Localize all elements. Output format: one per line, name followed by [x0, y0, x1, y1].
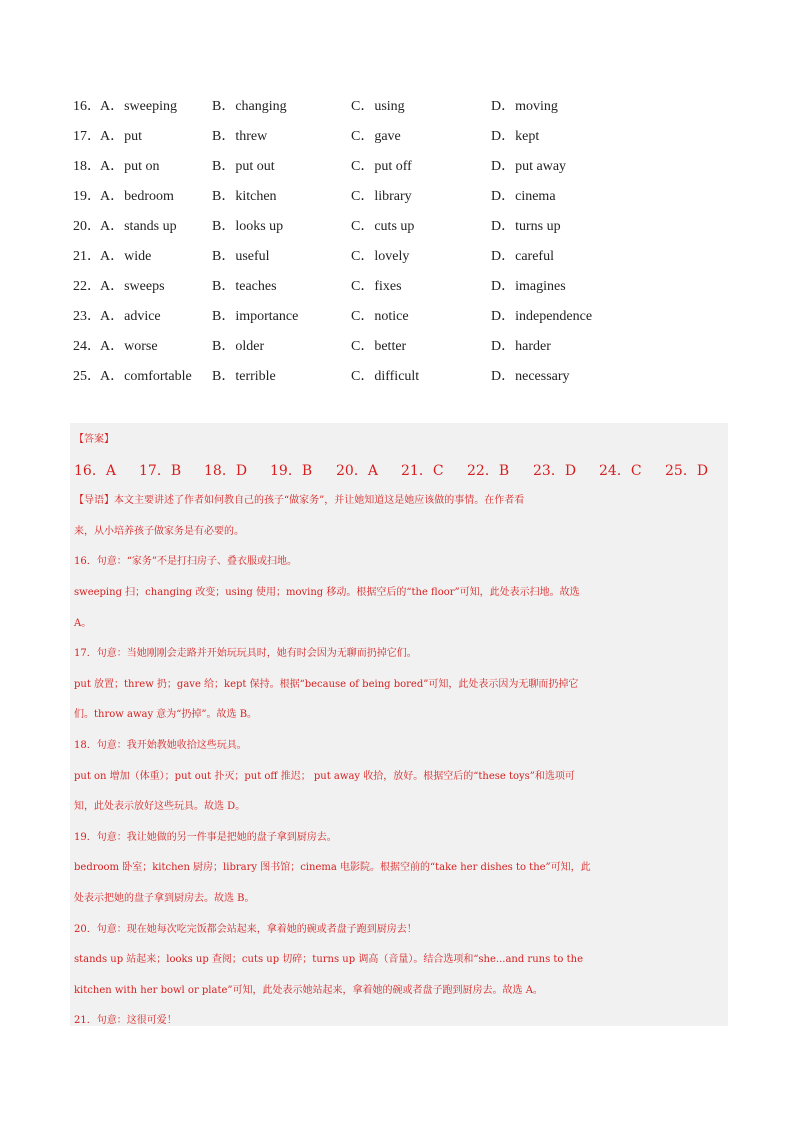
answer-key: 19．B [270, 462, 313, 479]
option-a: A．put [100, 129, 142, 144]
option-b: B．terrible [212, 369, 276, 384]
option-b: B．kitchen [212, 189, 277, 204]
answer-key: 20．A [336, 462, 378, 479]
question-number: 19． [73, 189, 101, 204]
option-c: C．difficult [351, 369, 420, 384]
option-row-19 [73, 182, 713, 212]
explanation-16-detail: sweeping 扫；changing 改变；using 使用；moving 移动。根据空后的“the floor”可知，此处表示扫地。故选 [74, 586, 580, 598]
option-c: C．better [351, 339, 407, 354]
option-row-22 [73, 272, 713, 302]
explanation-19-detail: bedroom 卧室；kitchen 厨房；library 图书馆；cinema 电影院。根据空前的“take her dishes to the”可知，此 [74, 862, 591, 874]
answer-key: 21．C [401, 462, 444, 479]
option-d: D．cinema [491, 189, 556, 204]
explanation-20-meaning: 20．句意：现在她每次吃完饭都会站起来，拿着她的碗或者盘子跑到厨房去！ [74, 923, 417, 935]
answer-key: 22．B [467, 462, 510, 479]
option-b: B．teaches [212, 279, 277, 294]
answer-heading: 【答案】 [74, 434, 114, 445]
explanation-17-detail: put 放置；threw 扔；gave 给；kept 保持。根据“because of being bored”可知，此处表示因为无聊而扔掉它 [74, 678, 579, 690]
question-number: 21． [73, 249, 101, 264]
option-a: A．put on [100, 159, 160, 174]
option-row-24 [73, 332, 713, 362]
answer-section [70, 423, 728, 1026]
explanation-20-detail: kitchen with her bowl or plate”可知，此处表示她站起来，拿着她的碗或者盘子跑到厨房去。故选 A。 [74, 984, 543, 996]
option-row-18 [73, 152, 713, 182]
answer-key: 24．C [599, 462, 642, 479]
option-b: B．put out [212, 159, 275, 174]
option-a: A．bedroom [100, 189, 174, 204]
option-c: C．notice [351, 309, 409, 324]
option-d: D．harder [491, 339, 551, 354]
option-b: B．changing [212, 99, 287, 114]
question-number: 23． [73, 309, 101, 324]
question-number: 20． [73, 219, 101, 234]
answer-key: 17．B [139, 462, 182, 479]
option-d: D．turns up [491, 219, 561, 234]
option-a: A．sweeps [100, 279, 165, 294]
question-number: 25． [73, 369, 101, 384]
explanation-18-meaning: 18．句意：我开始教她收拾这些玩具。 [74, 739, 247, 751]
options-list [73, 92, 713, 392]
option-a: A．advice [100, 309, 161, 324]
answer-key: 16．A [74, 462, 116, 479]
option-c: C．library [351, 189, 412, 204]
option-d: D．moving [491, 99, 558, 114]
question-number: 24． [73, 339, 101, 354]
option-b: B．threw [212, 129, 268, 144]
explanation-16-meaning: 16．句意：“家务”不是打扫房子、叠衣服或扫地。 [74, 556, 297, 568]
option-c: C．using [351, 99, 405, 114]
question-number: 18． [73, 159, 101, 174]
option-c: C．cuts up [351, 219, 415, 234]
explanation-17-meaning: 17．句意：当她刚刚会走路并开始玩玩具时，她有时会因为无聊而扔掉它们。 [74, 648, 417, 660]
option-row-21 [73, 242, 713, 272]
option-row-20 [73, 212, 713, 242]
option-a: A．worse [100, 339, 158, 354]
option-c: C．gave [351, 129, 401, 144]
answer-key: 23．D [533, 462, 577, 479]
explanation-18-detail: 知，此处表示放好这些玩具。故选 D。 [74, 801, 246, 813]
question-number: 17． [73, 129, 101, 144]
option-b: B．older [212, 339, 265, 354]
option-row-17 [73, 122, 713, 152]
option-d: D．put away [491, 159, 567, 174]
explanation-21-meaning: 21．句意：这很可爱！ [74, 1015, 177, 1027]
explanation-19-meaning: 19．句意：我让她做的另一件事是把她的盘子拿到厨房去。 [74, 831, 337, 843]
option-d: D．necessary [491, 369, 570, 384]
explanation-20-detail: stands up 站起来；looks up 查阅；cuts up 切碎；turns up 调高（音量）。结合选项和“she...and runs to the [74, 954, 584, 966]
option-c: C．put off [351, 159, 412, 174]
option-row-25 [73, 362, 713, 392]
answer-keys [74, 456, 728, 487]
option-d: D．kept [491, 129, 540, 144]
option-c: C．lovely [351, 249, 410, 264]
question-number: 22． [73, 279, 101, 294]
option-d: D．independence [491, 309, 593, 324]
option-b: B．importance [212, 309, 299, 324]
explanation-19-detail: 处表示把她的盘子拿到厨房去。故选 B。 [74, 892, 255, 904]
option-a: A．sweeping [100, 99, 177, 114]
option-d: D．careful [491, 249, 554, 264]
option-d: D．imagines [491, 279, 566, 294]
guide-text: 来，从小培养孩子做家务是有必要的。 [74, 525, 244, 537]
explanation-16-detail: A。 [74, 617, 92, 629]
option-b: B．looks up [212, 219, 284, 234]
option-a: A．comfortable [100, 369, 192, 384]
option-c: C．fixes [351, 279, 402, 294]
answer-key: 18．D [204, 462, 248, 479]
option-a: A．stands up [100, 219, 177, 234]
option-b: B．useful [212, 249, 270, 264]
option-a: A．wide [100, 249, 152, 264]
guide-text: 【导语】本文主要讲述了作者如何教自己的孩子“做家务”，并让她知道这是她应该做的事情。在作者看 [74, 495, 525, 507]
answer-key: 25．D [665, 462, 709, 479]
explanation-17-detail: 们。throw away 意为“扔掉”。故选 B。 [74, 709, 258, 721]
option-row-16 [73, 92, 713, 122]
explanation-18-detail: put on 增加（体重）；put out 扑灭；put off 推迟； put away 收拾，放好。根据空后的“these toys”和选项可 [74, 770, 575, 782]
question-number: 16． [73, 99, 101, 114]
option-row-23 [73, 302, 713, 332]
